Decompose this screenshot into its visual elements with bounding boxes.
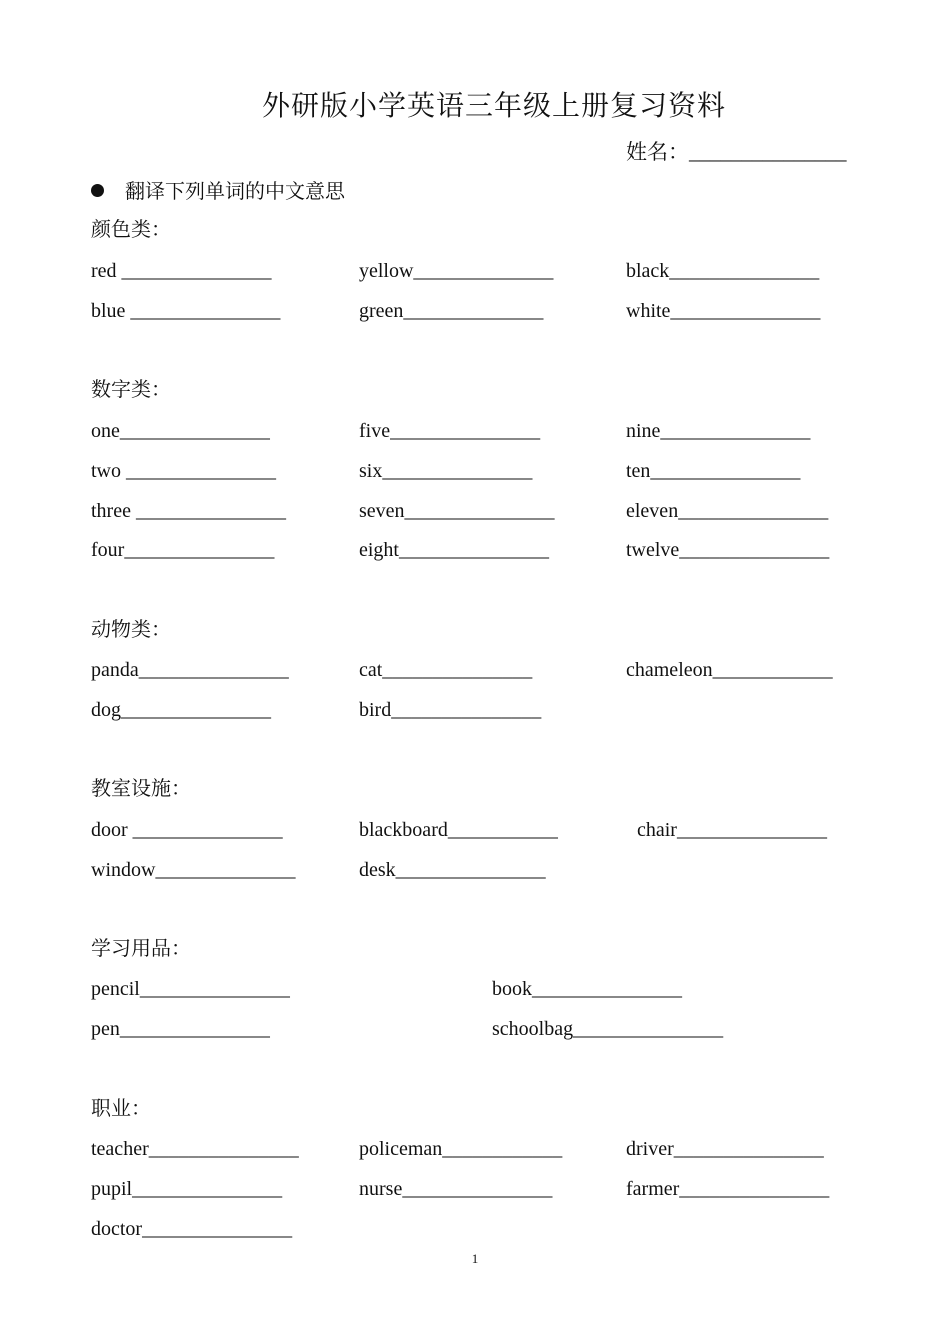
- word-item-schoolbag: schoolbag_______________: [492, 1018, 724, 1040]
- word-item-one: one_______________: [91, 420, 270, 442]
- word-item-green: green______________: [359, 300, 544, 322]
- word-item-pen: pen_______________: [91, 1018, 270, 1040]
- word-item-eleven: eleven_______________: [626, 500, 829, 522]
- word-item-twelve: twelve_______________: [626, 539, 830, 561]
- word-item-three: three _______________: [91, 500, 286, 522]
- section-heading-animals: 动物类：: [91, 619, 171, 641]
- instruction-text: 翻译下列单词的中文意思: [125, 181, 345, 203]
- section-heading-colors: 颜色类：: [91, 219, 171, 241]
- word-item-teacher: teacher_______________: [91, 1138, 299, 1160]
- word-item-farmer: farmer_______________: [626, 1178, 830, 1200]
- word-item-doctor: doctor_______________: [91, 1218, 293, 1240]
- word-item-door: door _______________: [91, 819, 283, 841]
- word-item-chair: chair_______________: [637, 819, 827, 841]
- word-item-book: book_______________: [492, 978, 682, 1000]
- page-title: 外研版小学英语三年级上册复习资料: [261, 91, 726, 122]
- section-heading-classroom: 教室设施：: [91, 778, 191, 800]
- section-heading-numbers: 数字类：: [91, 379, 171, 401]
- page-number: 1: [471, 1251, 479, 1266]
- word-item-two: two _______________: [91, 460, 276, 482]
- word-item-eight: eight_______________: [359, 539, 549, 561]
- word-item-pencil: pencil_______________: [91, 978, 290, 1000]
- word-item-white: white_______________: [626, 300, 821, 322]
- word-item-black: black_______________: [626, 260, 820, 282]
- word-item-driver: driver_______________: [626, 1138, 824, 1160]
- word-item-four: four_______________: [91, 539, 275, 561]
- word-item-yellow: yellow______________: [359, 260, 554, 282]
- word-item-blue: blue _______________: [91, 300, 281, 322]
- word-item-ten: ten_______________: [626, 460, 801, 482]
- word-item-bird: bird_______________: [359, 699, 542, 721]
- section-heading-jobs: 职业：: [91, 1098, 151, 1120]
- word-item-nurse: nurse_______________: [359, 1178, 553, 1200]
- word-item-seven: seven_______________: [359, 500, 555, 522]
- word-item-chameleon: chameleon____________: [626, 659, 833, 681]
- name-field-label: 姓名：_______________: [626, 140, 847, 164]
- bullet-icon: [91, 184, 104, 197]
- word-item-policeman: policeman____________: [359, 1138, 563, 1160]
- section-heading-school-supplies: 学习用品：: [91, 938, 191, 960]
- word-item-desk: desk_______________: [359, 859, 546, 881]
- word-item-six: six_______________: [359, 460, 533, 482]
- word-item-blackboard: blackboard___________: [359, 819, 558, 841]
- word-item-nine: nine_______________: [626, 420, 811, 442]
- instruction-line: [91, 175, 345, 204]
- word-item-pupil: pupil_______________: [91, 1178, 283, 1200]
- word-item-panda: panda_______________: [91, 659, 289, 681]
- word-item-five: five_______________: [359, 420, 541, 442]
- word-item-dog: dog_______________: [91, 699, 271, 721]
- word-item-red: red _______________: [91, 260, 272, 282]
- word-item-cat: cat_______________: [359, 659, 533, 681]
- word-item-window: window______________: [91, 859, 296, 881]
